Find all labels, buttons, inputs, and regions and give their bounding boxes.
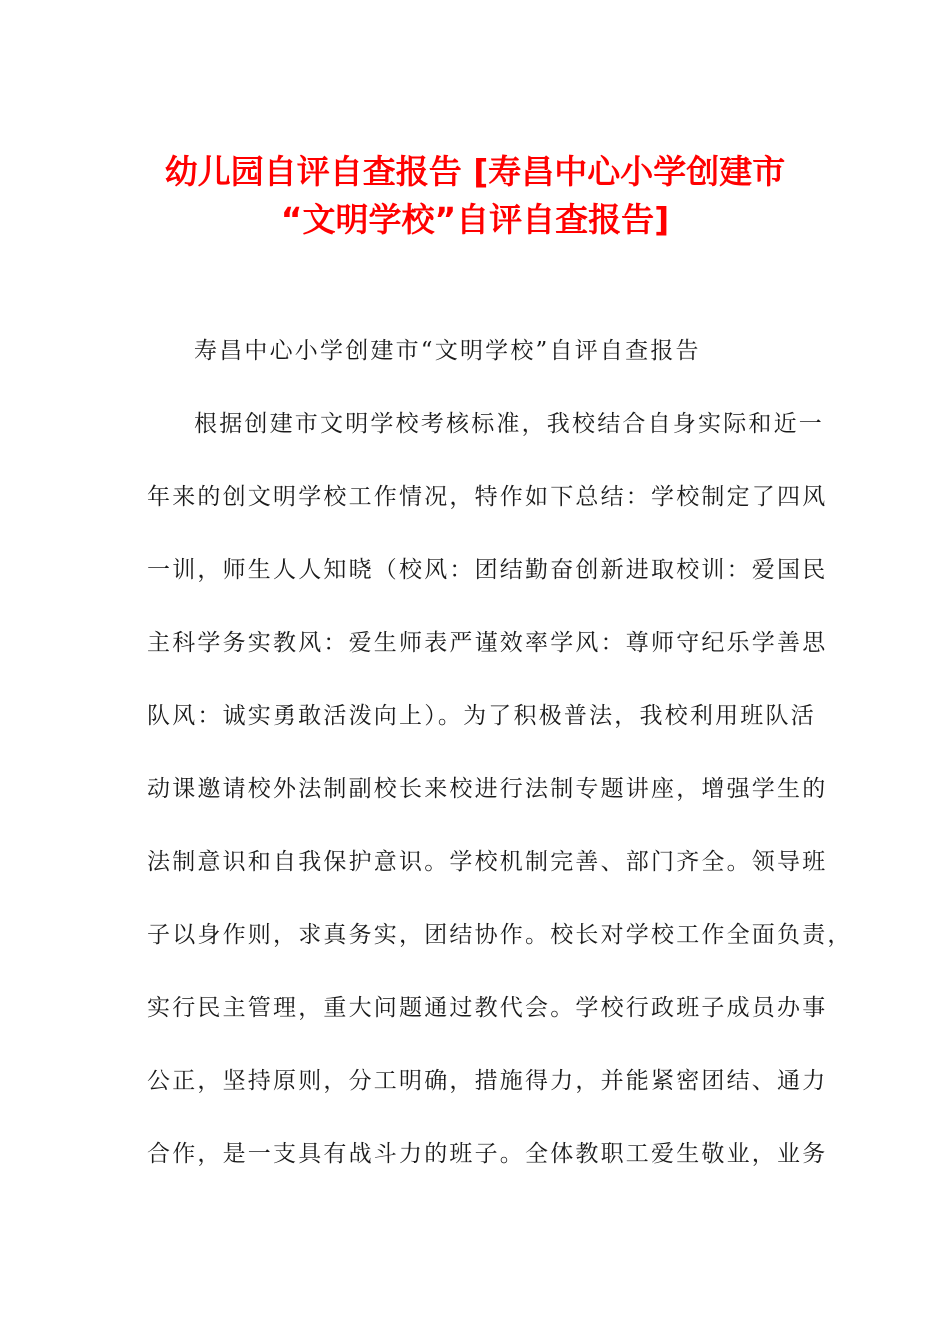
paragraph-line: 公正，坚持原则，分工明确，措施得力，并能紧密团结、通力 xyxy=(147,1068,828,1094)
title-line-1: 幼儿园自评自查报告 [寿昌中心小学创建市 xyxy=(164,152,786,191)
paragraph-line: 动课邀请校外法制副校长来校进行法制专题讲座，增强学生的 xyxy=(147,776,828,802)
paragraph-line: 队风：诚实勇敢活泼向上）。为了积极普法，我校利用班队活 xyxy=(147,703,816,729)
paragraph-line: 一训，师生人人知晓（校风：团结勤奋创新进取校训：爱国民 xyxy=(147,557,828,583)
paragraph-line: 实行民主管理，重大问题通过教代会。学校行政班子成员办事 xyxy=(147,995,828,1021)
paragraph-line: 子以身作则，求真务实，团结协作。校长对学校工作全面负责， xyxy=(147,922,853,948)
paragraph-line: 年来的创文明学校工作情况，特作如下总结：学校制定了四风 xyxy=(147,484,828,510)
title-line-2: “文明学校”自评自查报告] xyxy=(280,200,670,239)
paragraph-line: 法制意识和自我保护意识。学校机制完善、部门齐全。领导班 xyxy=(147,849,828,875)
paragraph-line: 主科学务实教风：爱生师表严谨效率学风：尊师守纪乐学善思 xyxy=(147,630,828,656)
paragraph-line: 根据创建市文明学校考核标准，我校结合自身实际和近一 xyxy=(194,411,824,437)
paragraph-line: 合作，是一支具有战斗力的班子。全体教职工爱生敬业，业务 xyxy=(147,1141,828,1167)
document-subtitle: 寿昌中心小学创建市“文明学校”自评自查报告 xyxy=(194,338,701,364)
document-body xyxy=(147,331,853,1207)
document-title xyxy=(120,148,830,244)
